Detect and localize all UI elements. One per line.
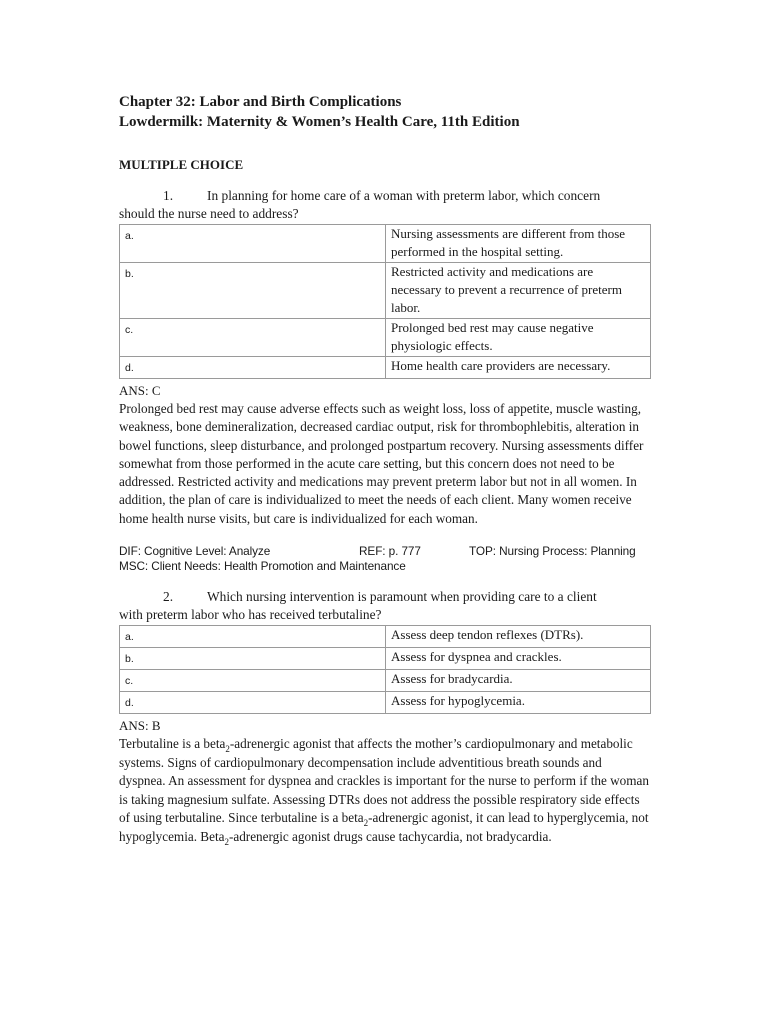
subscript: 2 bbox=[224, 836, 229, 847]
rationale-part: -adrenergic agonist drugs cause tachycardia, not bradycardia. bbox=[228, 828, 552, 844]
subscript: 2 bbox=[225, 744, 230, 755]
rationale-text: Prolonged bed rest may cause adverse effects such as weight loss, loss of appetite, muscle wasting, weakness, bone demineralization, decreased cardiac output, risk for thrombophlebitis, alteration in bowel functions, sleep disturbance, and prolonged postpartum recovery. Nursing assessments differ somewhat from those performed in the acute care setting, but this concern does not need to be addressed. Restricted activity and medications may prevent preterm labor but not in all women. In addition, the plan of care is individualized to meet the needs of each client. Many women receive home health nurse visits, but care is individualized for each woman. bbox=[119, 401, 644, 526]
option-text: Prolonged bed rest may cause negative physiologic effects. bbox=[386, 319, 651, 357]
answer-key: ANS: C bbox=[119, 383, 161, 398]
option-letter: d. bbox=[120, 692, 386, 714]
document-page bbox=[119, 92, 651, 846]
option-text: Home health care providers are necessary. bbox=[386, 357, 651, 379]
option-row bbox=[120, 648, 651, 670]
topic-label: TOP: Nursing Process: Planning bbox=[469, 544, 636, 559]
option-row bbox=[120, 357, 651, 379]
option-letter: a. bbox=[120, 626, 386, 648]
option-text: Assess deep tendon reflexes (DTRs). bbox=[386, 626, 651, 648]
question-stem-line: Which nursing intervention is paramount when providing care to a client bbox=[207, 589, 597, 605]
option-letter: a. bbox=[120, 225, 386, 263]
option-text: Restricted activity and medications are necessary to prevent a recurrence of preterm labor. bbox=[386, 263, 651, 319]
option-letter: b. bbox=[120, 263, 386, 319]
book-title: Lowdermilk: Maternity & Women’s Health Care, 11th Edition bbox=[119, 114, 520, 130]
option-row bbox=[120, 319, 651, 357]
option-letter: b. bbox=[120, 648, 386, 670]
option-letter: c. bbox=[120, 670, 386, 692]
question-number: 1. bbox=[163, 188, 174, 203]
question-stem-line: with preterm labor who has received terbutaline? bbox=[119, 607, 382, 623]
option-row bbox=[120, 626, 651, 648]
option-row bbox=[120, 225, 651, 263]
subscript: 2 bbox=[363, 818, 369, 829]
question-number: 2. bbox=[163, 589, 174, 605]
chapter-title: Chapter 32: Labor and Birth Complications bbox=[119, 94, 402, 110]
question-1-stem bbox=[119, 187, 651, 223]
rationale-text bbox=[119, 735, 651, 846]
answer-options-table bbox=[119, 224, 651, 379]
rationale-part: Terbutaline is a beta bbox=[119, 736, 226, 752]
answer-key: ANS: B bbox=[119, 718, 161, 734]
question-metadata bbox=[119, 544, 651, 574]
option-text: Assess for dyspnea and crackles. bbox=[386, 648, 651, 670]
reference-label: REF: p. 777 bbox=[359, 544, 421, 559]
option-text: Assess for hypoglycemia. bbox=[386, 692, 651, 714]
question-stem-line: should the nurse need to address? bbox=[119, 206, 299, 221]
option-row bbox=[120, 670, 651, 692]
option-text: Nursing assessments are different from those performed in the hospital setting. bbox=[386, 225, 651, 263]
option-letter: c. bbox=[120, 319, 386, 357]
rationale-part: -adrenergic agonist that affects the mother’s cardiopulmonary and metabolic systems. Signs of cardiopulmonary decompensation include adventitious breath sounds and dyspnea. An assessment for dyspnea and crackles is important for the nurse to perform if the woman is taking magnesium sulfate. Assessing DTRs does not address the possible respiratory side effects of using terbutaline. Since terbutaline is a beta bbox=[119, 736, 649, 826]
option-text: Assess for bradycardia. bbox=[386, 670, 651, 692]
option-letter: d. bbox=[120, 357, 386, 379]
option-row bbox=[120, 692, 651, 714]
client-needs-label: MSC: Client Needs: Health Promotion and Maintenance bbox=[119, 559, 406, 574]
section-heading: MULTIPLE CHOICE bbox=[119, 157, 244, 172]
rationale-part: -adrenergic agonist, it can lead to hyperglycemia, not hypoglycemia. Beta bbox=[119, 810, 649, 844]
question-2-stem bbox=[119, 588, 651, 624]
answer-options-table bbox=[119, 625, 651, 714]
option-row bbox=[120, 263, 651, 319]
difficulty-label: DIF: Cognitive Level: Analyze bbox=[119, 544, 271, 559]
question-stem-line: In planning for home care of a woman with preterm labor, which concern bbox=[207, 188, 601, 203]
